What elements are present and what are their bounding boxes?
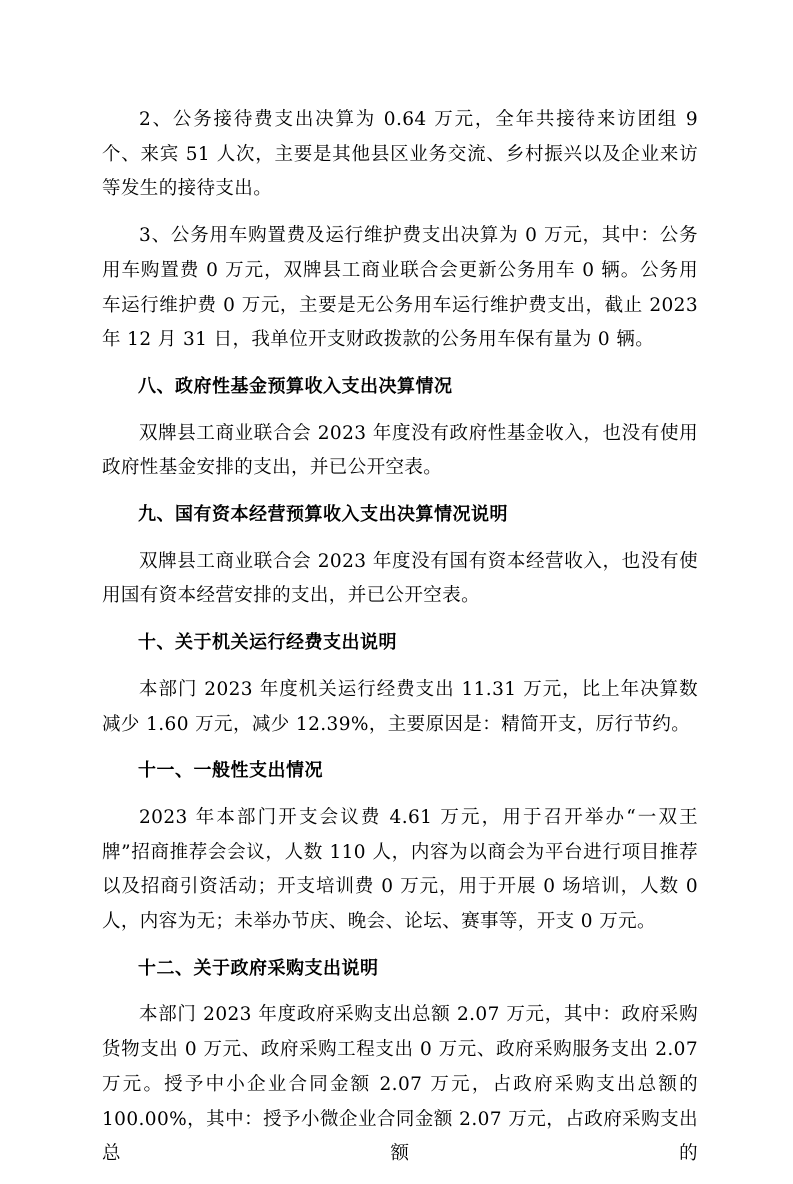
- heading-operating-expense: 十、关于机关运行经费支出说明: [138, 632, 397, 654]
- paragraph-general-expense: 2023 年本部门开支会议费 4.61 万元，用于召开举办“一双王牌”招商推荐会会议，人数 110 人，内容为以商会为平台进行项目推荐以及招商引资活动；开支培训费 0 万元，用于开展 0 场培训，人数 0 人，内容为无；未举办节庆、晚会、论坛、赛事等，开支 0 万元。: [102, 806, 698, 933]
- paragraph-operating-expense: 本部门 2023 年度机关运行经费支出 11.31 万元，比上年决算数减少 1.60 万元，减少 12.39%，主要原因是：精简开支，厉行节约。: [102, 678, 698, 735]
- paragraph-gov-fund: 双牌县工商业联合会 2023 年度没有政府性基金收入，也没有使用政府性基金安排的支出，并已公开空表。: [102, 422, 698, 479]
- paragraph-procurement: 本部门 2023 年度政府采购支出总额 2.07 万元，其中：政府采购货物支出 0 万元、政府采购工程支出 0 万元、政府采购服务支出 2.07 万元。授予中小企业合同金额 2.07 万元，占政府采购支出总额的 100.00%，其中：授予小微企业合同金额 2.07 万元，占政府采购支出总额的: [102, 1004, 698, 1165]
- heading-procurement: 十二、关于政府采购支出说明: [138, 957, 379, 979]
- heading-general-expense: 十一、一般性支出情况: [138, 760, 323, 782]
- paragraph-reception-expense: 2、公务接待费支出决算为 0.64 万元，全年共接待来访团组 9 个、来宾 51 人次，主要是其他县区业务交流、乡村振兴以及企业来访等发生的接待支出。: [102, 109, 698, 200]
- heading-state-capital: 九、国有资本经营预算收入支出决算情况说明: [138, 504, 508, 526]
- heading-gov-fund: 八、政府性基金预算收入支出决算情况: [138, 375, 453, 397]
- paragraph-state-capital: 双牌县工商业联合会 2023 年度没有国有资本经营收入，也没有使用国有资本经营安排的支出，并已公开空表。: [102, 550, 698, 607]
- paragraph-vehicle-expense: 3、公务用车购置费及运行维护费支出决算为 0 万元，其中：公务用车购置费 0 万元，双牌县工商业联合会更新公务用车 0 辆。公务用车运行维护费 0 万元，主要是无公务用车运行维护费支出，截止 2023 年 12 月 31 日，我单位开支财政拨款的公务用车保有量为 0 辆。: [102, 225, 698, 351]
- document-page: [102, 103, 698, 1184]
